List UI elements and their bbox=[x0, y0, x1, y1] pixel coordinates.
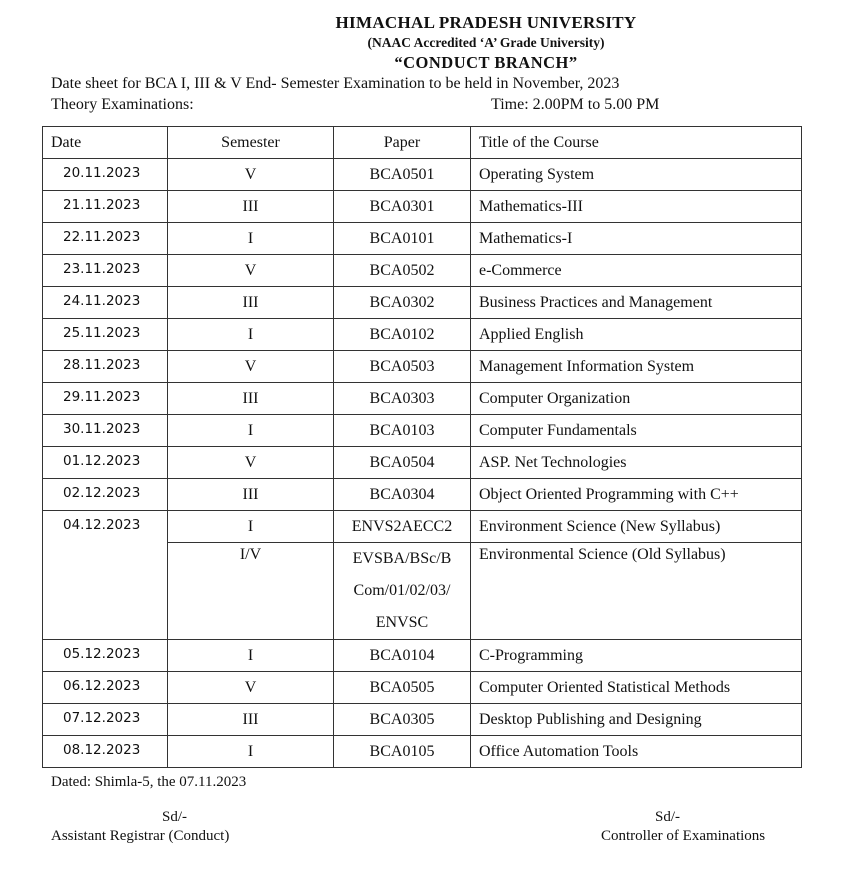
semester-cell: I/V bbox=[168, 543, 334, 640]
paper-cell: BCA0105 bbox=[334, 736, 471, 768]
theory-label: Theory Examinations: bbox=[51, 96, 194, 113]
semester-cell: V bbox=[168, 255, 334, 287]
paper-cell: BCA0303 bbox=[334, 383, 471, 415]
date-cell: 08.12.2023 bbox=[43, 736, 168, 768]
table-row bbox=[43, 319, 802, 351]
date-cell: 28.11.2023 bbox=[43, 351, 168, 383]
paper-cell: BCA0302 bbox=[334, 287, 471, 319]
paper-cell: BCA0104 bbox=[334, 640, 471, 672]
course-title-cell: Operating System bbox=[471, 159, 802, 191]
date-cell: 06.12.2023 bbox=[43, 672, 168, 704]
table-header-row bbox=[43, 127, 802, 159]
paper-cell: BCA0301 bbox=[334, 191, 471, 223]
table-row bbox=[43, 415, 802, 447]
date-cell: 25.11.2023 bbox=[43, 319, 168, 351]
course-title-cell: Desktop Publishing and Designing bbox=[471, 704, 802, 736]
semester-cell: I bbox=[168, 415, 334, 447]
semester-cell: III bbox=[168, 287, 334, 319]
date-cell: 20.11.2023 bbox=[43, 159, 168, 191]
paper-cell bbox=[334, 543, 471, 640]
table-row bbox=[43, 191, 802, 223]
paper-cell: BCA0304 bbox=[334, 479, 471, 511]
table-row bbox=[43, 479, 802, 511]
datesheet-table bbox=[42, 126, 802, 768]
university-name: HIMACHAL PRADESH UNIVERSITY bbox=[335, 13, 637, 32]
table-row bbox=[43, 255, 802, 287]
semester-cell: V bbox=[168, 672, 334, 704]
paper-line: Com/01/02/03/ bbox=[353, 582, 451, 599]
semester-cell: I bbox=[168, 223, 334, 255]
branch-name: “CONDUCT BRANCH” bbox=[394, 53, 578, 72]
course-title-cell: Management Information System bbox=[471, 351, 802, 383]
column-header-semester: Semester bbox=[168, 127, 334, 159]
date-cell: 21.11.2023 bbox=[43, 191, 168, 223]
semester-cell: I bbox=[168, 736, 334, 768]
semester-cell: III bbox=[168, 704, 334, 736]
date-cell: 04.12.2023 bbox=[43, 511, 168, 640]
accreditation-line: (NAAC Accredited ‘A’ Grade University) bbox=[367, 35, 605, 50]
paper-cell: BCA0103 bbox=[334, 415, 471, 447]
paper-cell: BCA0505 bbox=[334, 672, 471, 704]
semester-cell: I bbox=[168, 319, 334, 351]
paper-cell: BCA0305 bbox=[334, 704, 471, 736]
paper-line: EVSBA/BSc/B bbox=[352, 550, 452, 567]
table-row bbox=[43, 704, 802, 736]
semester-cell: V bbox=[168, 159, 334, 191]
paper-cell: ENVS2AECC2 bbox=[334, 511, 471, 543]
date-cell: 29.11.2023 bbox=[43, 383, 168, 415]
sd-right: Sd/- bbox=[655, 809, 681, 825]
paper-cell: BCA0503 bbox=[334, 351, 471, 383]
exam-time: Time: 2.00PM to 5.00 PM bbox=[491, 96, 660, 113]
course-title-cell: ASP. Net Technologies bbox=[471, 447, 802, 479]
table-row bbox=[43, 159, 802, 191]
course-title-cell: Object Oriented Programming with C++ bbox=[471, 479, 802, 511]
column-header-title: Title of the Course bbox=[471, 127, 802, 159]
paper-cell: BCA0101 bbox=[334, 223, 471, 255]
date-cell: 02.12.2023 bbox=[43, 479, 168, 511]
paper-cell: BCA0504 bbox=[334, 447, 471, 479]
table-row bbox=[43, 383, 802, 415]
semester-cell: III bbox=[168, 479, 334, 511]
semester-cell: I bbox=[168, 640, 334, 672]
table-row bbox=[43, 736, 802, 768]
dated-line: Dated: Shimla-5, the 07.11.2023 bbox=[51, 774, 247, 790]
date-cell: 01.12.2023 bbox=[43, 447, 168, 479]
paper-cell: BCA0501 bbox=[334, 159, 471, 191]
course-title-cell: Computer Oriented Statistical Methods bbox=[471, 672, 802, 704]
course-title-cell: Computer Fundamentals bbox=[471, 415, 802, 447]
controller-of-examinations: Controller of Examinations bbox=[601, 828, 766, 844]
assistant-registrar: Assistant Registrar (Conduct) bbox=[51, 828, 230, 844]
date-cell: 23.11.2023 bbox=[43, 255, 168, 287]
column-header-paper: Paper bbox=[334, 127, 471, 159]
course-title-cell: Environmental Science (Old Syllabus) bbox=[471, 543, 802, 640]
semester-cell: V bbox=[168, 351, 334, 383]
table-row bbox=[43, 287, 802, 319]
semester-cell: I bbox=[168, 511, 334, 543]
semester-cell: V bbox=[168, 447, 334, 479]
column-header-date: Date bbox=[43, 127, 168, 159]
sd-left: Sd/- bbox=[162, 809, 188, 825]
table-row bbox=[43, 511, 802, 543]
course-title-cell: Applied English bbox=[471, 319, 802, 351]
date-cell: 30.11.2023 bbox=[43, 415, 168, 447]
date-cell: 24.11.2023 bbox=[43, 287, 168, 319]
table-row bbox=[43, 223, 802, 255]
course-title-cell: Mathematics-I bbox=[471, 223, 802, 255]
semester-cell: III bbox=[168, 191, 334, 223]
table-row bbox=[43, 351, 802, 383]
semester-cell: III bbox=[168, 383, 334, 415]
course-title-cell: Office Automation Tools bbox=[471, 736, 802, 768]
course-title-cell: e-Commerce bbox=[471, 255, 802, 287]
course-title-cell: Environment Science (New Syllabus) bbox=[471, 511, 802, 543]
paper-cell: BCA0502 bbox=[334, 255, 471, 287]
date-cell: 22.11.2023 bbox=[43, 223, 168, 255]
paper-line: ENVSC bbox=[375, 614, 429, 631]
course-title-cell: C-Programming bbox=[471, 640, 802, 672]
table-body bbox=[43, 159, 802, 768]
datesheet-title: Date sheet for BCA I, III & V End- Semester Examination to be held in November, 2023 bbox=[51, 75, 620, 92]
course-title-cell: Mathematics-III bbox=[471, 191, 802, 223]
table-row bbox=[43, 640, 802, 672]
table-row bbox=[43, 447, 802, 479]
paper-cell: BCA0102 bbox=[334, 319, 471, 351]
date-cell: 07.12.2023 bbox=[43, 704, 168, 736]
course-title-cell: Business Practices and Management bbox=[471, 287, 802, 319]
course-title-cell: Computer Organization bbox=[471, 383, 802, 415]
table-row bbox=[43, 672, 802, 704]
date-cell: 05.12.2023 bbox=[43, 640, 168, 672]
